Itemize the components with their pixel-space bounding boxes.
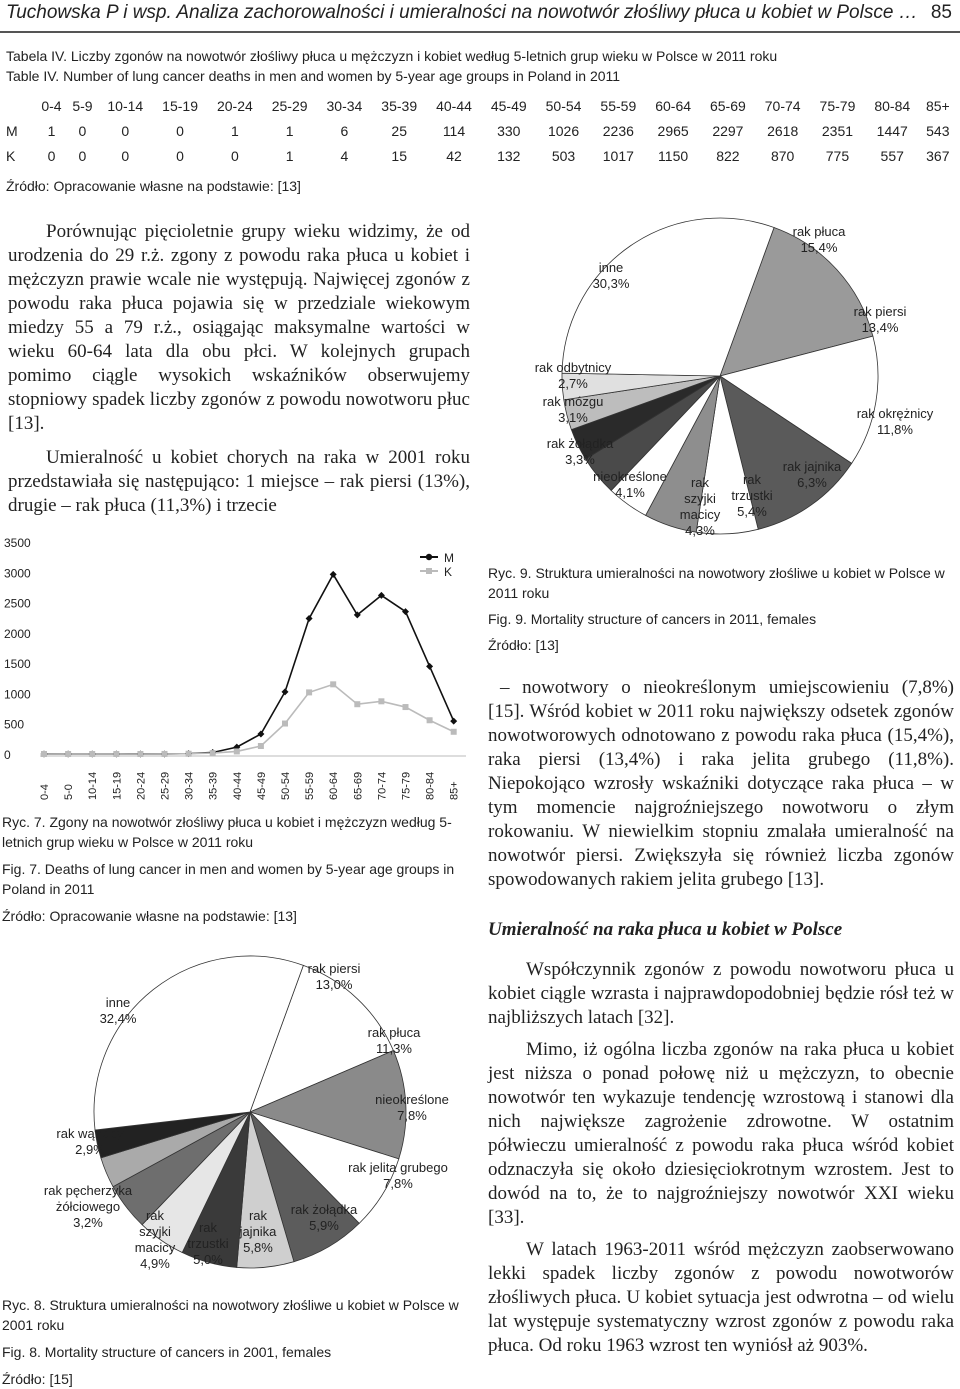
table-header-cell: 85+ bbox=[925, 97, 950, 114]
x-tick-label: 80-84 bbox=[424, 771, 437, 800]
data-point-m bbox=[450, 718, 457, 725]
x-tick-label: 5-0 bbox=[63, 784, 76, 800]
pie-label: 7,8% bbox=[397, 1108, 427, 1123]
left-paragraph-2: Umieralność u kobiet chorych na raka w 2001 roku przedstawiała się następująco: 1 miejsce – rak piersi (13%), drugie – rak płuca (11,3%) i trzecie bbox=[8, 447, 470, 516]
table-cell: 2351 bbox=[821, 122, 854, 139]
table-header-cell: 65-69 bbox=[709, 97, 746, 114]
data-point-k bbox=[451, 729, 457, 735]
pie-label: rak okrężnicy bbox=[856, 406, 934, 421]
x-tick-label: 55-59 bbox=[304, 771, 317, 800]
data-point-k bbox=[427, 717, 433, 723]
table-header-cell: 25-29 bbox=[271, 97, 308, 114]
table-cell: 1026 bbox=[547, 122, 580, 139]
section-title: Umieralność na raka płuca u kobiet w Polsce bbox=[488, 919, 843, 940]
pie-label: 7,8% bbox=[383, 1176, 413, 1191]
table-cell: 1447 bbox=[876, 122, 908, 139]
page-number: 85 bbox=[930, 2, 952, 23]
pie-label: rak pęcherzyka bbox=[43, 1183, 133, 1198]
series-line-k bbox=[44, 684, 454, 754]
deaths-table bbox=[6, 93, 956, 168]
pie-label: jajnika bbox=[239, 1224, 277, 1239]
pie-label: nieokreślone bbox=[375, 1092, 449, 1107]
table-cell: 4 bbox=[340, 147, 349, 164]
pie-label: rak jajnika bbox=[782, 459, 842, 474]
fig7-source: Źródło: Opracowanie własne na podstawie: [13] bbox=[2, 908, 297, 924]
x-tick-label: 10-14 bbox=[87, 771, 100, 800]
pie-label: rak bbox=[198, 1220, 218, 1235]
data-point-k bbox=[162, 751, 168, 757]
table-cell: 1017 bbox=[602, 147, 634, 164]
y-tick-label: 2500 bbox=[4, 596, 31, 611]
table-cell: 0 bbox=[47, 147, 56, 164]
right-paragraph-4: W latach 1963-2011 wśród mężczyzn zaobserwowano lekki spadek liczby zgonów z powodu nowotworów złośliwych płuca. U kobiet sytuacja jest odwrotna – od wielu lat występuje systematyczny wzrost zgonów z powodu raka płuca. Od roku 1963 wzrost ten wyniósł aż 903%. bbox=[488, 1239, 954, 1356]
y-tick-label: 500 bbox=[4, 717, 25, 732]
table-row bbox=[6, 118, 956, 143]
header-rule bbox=[0, 31, 960, 33]
pie-label: 3,3% bbox=[565, 452, 595, 467]
table-cell: 367 bbox=[926, 147, 950, 164]
pie-label: 4,9% bbox=[140, 1256, 170, 1271]
pie-label: rak jelita grubego bbox=[348, 1160, 448, 1175]
pie-label: inne bbox=[105, 995, 131, 1010]
pie-label: rak mózgu bbox=[542, 394, 604, 409]
x-tick-label: 75-79 bbox=[400, 771, 413, 800]
pie-label: 30,3% bbox=[592, 276, 630, 291]
data-point-k bbox=[258, 743, 264, 749]
data-point-k bbox=[65, 751, 71, 757]
line-chart bbox=[0, 528, 480, 810]
fig8-source: Źródło: [15] bbox=[2, 1371, 73, 1387]
table-header-cell: 80-84 bbox=[874, 97, 911, 114]
x-tick-label: 45-49 bbox=[255, 771, 268, 800]
x-tick-label: 50-54 bbox=[280, 771, 292, 800]
pie-label: macicy bbox=[134, 1240, 176, 1255]
x-tick-label: 60-64 bbox=[328, 771, 341, 800]
pie-label: macicy bbox=[679, 507, 721, 522]
table-cell: 0 bbox=[78, 122, 87, 139]
y-tick-label: 3000 bbox=[4, 566, 31, 581]
y-tick-label: 1500 bbox=[4, 657, 31, 672]
table-header-cell: 10-14 bbox=[107, 97, 144, 114]
fig8-caption-en: Fig. 8. Mortality structure of cancers in 2001, females bbox=[2, 1344, 332, 1360]
pie-label: 4,3% bbox=[685, 523, 715, 538]
table-header-cell: 60-64 bbox=[655, 97, 692, 114]
pie-label: rak bbox=[145, 1208, 165, 1223]
data-point-k bbox=[330, 681, 336, 687]
data-point-k bbox=[186, 751, 192, 757]
pie-chart-2001 bbox=[0, 940, 480, 1290]
table-cell: 0 bbox=[230, 147, 239, 164]
legend-marker-k bbox=[426, 568, 432, 574]
right-paragraph-3: Mimo, iż ogólna liczba zgonów na raka płuca u kobiet jest niższa o ponad połowę niż u mężczyzn, to obecnie nowotwór ten wykazuje tendencję wzrostową i stanowi dla nich największe zagrożenie zdrowotne. W ostatnim półwieczu umieralność z powodu raka płuca wśród kobiet odznaczyła się około dziesięciokrotnym wzrostem. Jest to dowód na to, że to najgroźniejszy nowotwór XXI wieku [33]. bbox=[488, 1039, 954, 1228]
y-tick-label: 1000 bbox=[4, 687, 31, 702]
table-cell: 6 bbox=[340, 122, 349, 139]
data-point-k bbox=[403, 704, 409, 710]
table-cell: 0 bbox=[176, 147, 184, 164]
legend-marker-m bbox=[426, 554, 432, 560]
right-body-text bbox=[488, 676, 954, 1358]
legend-label-k: K bbox=[444, 565, 453, 579]
pie-label: żółciowego bbox=[55, 1199, 121, 1214]
fig9-caption-en: Fig. 9. Mortality structure of cancers in 2011, females bbox=[488, 611, 817, 627]
fig9-caption-pl: Ryc. 9. Struktura umieralności na nowotwory złośliwe u kobiet w Polsce w 2011 roku bbox=[488, 565, 945, 601]
data-point-k bbox=[41, 751, 47, 757]
pie-label: rak piersi bbox=[853, 304, 907, 319]
table-cell: 2236 bbox=[602, 122, 634, 139]
running-title: Tuchowska P i wsp. Analiza zachorowalności i umieralności na nowotwór złośliwy płuca u kobiet w Polsce … bbox=[6, 2, 918, 23]
table-header-cell: 35-39 bbox=[381, 97, 418, 114]
pie-label: rak żołądka bbox=[546, 436, 614, 451]
table-cell: 330 bbox=[497, 122, 521, 139]
table-source: Źródło: Opracowanie własne na podstawie: [13] bbox=[6, 178, 301, 194]
pie-label: rak odbytnicy bbox=[534, 360, 612, 375]
table-cell: 132 bbox=[497, 147, 521, 164]
fig9-source: Źródło: [13] bbox=[488, 637, 559, 653]
pie-label: 5,9% bbox=[309, 1218, 339, 1233]
pie-label: 13,0% bbox=[315, 977, 353, 992]
pie-chart-2011 bbox=[480, 215, 960, 555]
fig8-caption bbox=[2, 1295, 472, 1389]
data-point-m bbox=[257, 731, 264, 738]
chart-legend bbox=[420, 551, 454, 579]
table-cell: 42 bbox=[446, 147, 462, 164]
pie-label: 3,1% bbox=[558, 410, 588, 425]
legend-label-m: M bbox=[444, 551, 454, 565]
fig8-caption-pl: Ryc. 8. Struktura umieralności na nowotwory złośliwe u kobiet w Polsce w 2001 roku bbox=[2, 1297, 459, 1333]
data-point-k bbox=[89, 751, 95, 757]
table-header-cell: 15-19 bbox=[162, 97, 198, 114]
pie-label: rak piersi bbox=[307, 961, 361, 976]
table-cell: 2965 bbox=[657, 122, 689, 139]
right-paragraph-2: Współczynnik zgonów z powodu nowotworu płuca u kobiet ciągle wzrasta i najprawdopodobniej będzie rósł też w najbliższych latach [32]. bbox=[488, 959, 954, 1028]
table-cell: 775 bbox=[825, 147, 850, 164]
pie-label: 3,2% bbox=[73, 1215, 103, 1230]
row-label: M bbox=[6, 122, 18, 139]
series-line-m bbox=[44, 574, 454, 754]
data-point-k bbox=[234, 748, 240, 754]
fig9-caption bbox=[488, 563, 954, 655]
table-cell: 1 bbox=[47, 122, 56, 139]
data-point-k bbox=[306, 689, 312, 695]
data-point-k bbox=[137, 751, 143, 757]
table-cell: 1150 bbox=[658, 147, 689, 164]
data-point-m bbox=[306, 615, 313, 622]
pie-label: 11,8% bbox=[877, 422, 913, 437]
pie-label: 5,4% bbox=[737, 504, 767, 519]
x-tick-label: 70-74 bbox=[376, 771, 389, 800]
table-cell: 1 bbox=[285, 122, 294, 139]
x-tick-label: 30-34 bbox=[183, 771, 196, 800]
table-cell: 15 bbox=[391, 147, 407, 164]
table-cell: 822 bbox=[716, 147, 740, 164]
table-header-cell: 40-44 bbox=[436, 97, 472, 114]
row-label: K bbox=[6, 147, 16, 164]
table-header-row bbox=[6, 93, 956, 118]
pie-label: trzustki bbox=[731, 488, 773, 503]
pie-label: szyjki bbox=[139, 1224, 171, 1239]
running-header bbox=[6, 2, 956, 24]
x-tick-label: 40-44 bbox=[231, 771, 244, 800]
data-point-m bbox=[426, 663, 433, 670]
pie-label: 13,4% bbox=[861, 320, 899, 335]
table-cell: 114 bbox=[442, 122, 466, 139]
table-caption-en: Table IV. Number of lung cancer deaths in men and women by 5-year age groups in Poland in 2011 bbox=[6, 68, 621, 84]
pie-label: rak żołądka bbox=[290, 1202, 358, 1217]
fig7-caption bbox=[2, 812, 472, 926]
pie-label: rak płuca bbox=[792, 224, 846, 239]
x-tick-label: 85+ bbox=[448, 781, 461, 800]
right-paragraph-1: – nowotwory o nieokreślonym umiejscowieniu (7,8%) [15]. Wśród kobiet w 2011 roku największy odsetek zgonów nowotworowych odnotowano z powodu raka płuca (15,4%), raka piersi (13,4%) i raka jelita grubego (11,8%). Niepokojąco wzrosły wskaźniki dotyczące raka płuca – w tym momencie najgroźniejszego nowotworu o złym rokowaniu. W niewielkim stopniu zmalała umieralność na nowotwór piersi. Zwiększyła się również liczba zgonów spowodowanych rakiem jelita grubego [13]. bbox=[488, 677, 954, 890]
data-point-k bbox=[354, 701, 360, 707]
pie-label: 5,0% bbox=[193, 1252, 223, 1267]
data-point-m bbox=[282, 688, 289, 695]
table-cell: 0 bbox=[121, 147, 130, 164]
x-tick-label: 35-39 bbox=[207, 771, 220, 800]
fig7-caption-en: Fig. 7. Deaths of lung cancer in men and women by 5-year age groups in Poland in 2011 bbox=[2, 861, 455, 897]
pie-label: rak bbox=[690, 475, 710, 490]
pie-label: 2,7% bbox=[558, 376, 588, 391]
table-cell: 0 bbox=[121, 122, 130, 139]
table-cell: 1 bbox=[285, 147, 294, 164]
pie-label: rak płuca bbox=[367, 1025, 421, 1040]
table-header-cell: 75-79 bbox=[819, 97, 856, 114]
x-tick-label: 20-24 bbox=[135, 771, 148, 800]
data-point-m bbox=[330, 571, 337, 578]
table-cell: 25 bbox=[391, 122, 407, 139]
pie-label: rak bbox=[248, 1208, 268, 1223]
table-header-cell: 45-49 bbox=[490, 97, 527, 114]
table-cell: 543 bbox=[926, 122, 950, 139]
table-cell: 503 bbox=[551, 147, 576, 164]
pie-label: 5,8% bbox=[243, 1240, 273, 1255]
table-caption-pl: Tabela IV. Liczby zgonów na nowotwór złośliwy płuca u mężczyzn i kobiet według 5-letnich grup wieku w Polsce w 2011 roku bbox=[6, 48, 778, 64]
table-header-cell: 55-59 bbox=[600, 97, 637, 114]
pie-label: nieokreślone bbox=[593, 469, 667, 484]
pie-label: inne bbox=[598, 260, 624, 275]
table-header-cell: 20-24 bbox=[216, 97, 253, 114]
pie-label: 15,4% bbox=[800, 240, 838, 255]
pie-label: szyjki bbox=[684, 491, 716, 506]
left-paragraph-1: Porównując pięcioletnie grupy wieku widzimy, że od urodzenia do 29 r.ż. zgony z powodu raka płuca u kobiet i mężczyzn prawie wcale nie występują. Najwięcej zgonów z powodu raka płuca pojawia się w przedziale wiekowym miedzy 55 a 79 r.ż., osiągając maksymalne wartości w wieku 60-64 lata dla obu płci. W kolejnych grupach pomimo ciągle wysokich wskaźników obserwujemy stopniowy spadek liczby zgonów z powodu nowotworu płuc [13]. bbox=[8, 221, 470, 434]
data-point-k bbox=[282, 721, 288, 727]
table-header-cell: 70-74 bbox=[764, 97, 801, 114]
table-cell: 557 bbox=[880, 147, 904, 164]
table-header-cell: 50-54 bbox=[545, 97, 582, 114]
table-cell: 2618 bbox=[767, 122, 799, 139]
pie-label: 6,3% bbox=[797, 475, 827, 490]
pie-label: rak wątroby bbox=[56, 1126, 124, 1141]
pie-label: 11,3% bbox=[376, 1041, 412, 1056]
x-tick-label: 0-4 bbox=[39, 784, 51, 800]
table-cell: 0 bbox=[176, 122, 184, 139]
table-row bbox=[6, 143, 956, 168]
table-header-cell: 0-4 bbox=[41, 97, 62, 114]
pie-label: 2,9% bbox=[75, 1142, 105, 1157]
pie-label: trzustki bbox=[187, 1236, 229, 1251]
data-point-k bbox=[210, 750, 216, 756]
data-point-k bbox=[378, 698, 384, 704]
table-header-cell: 30-34 bbox=[326, 97, 363, 114]
pie-label: rak bbox=[742, 472, 762, 487]
x-tick-label: 15-19 bbox=[111, 771, 124, 800]
table-cell: 870 bbox=[770, 147, 795, 164]
y-tick-label: 3500 bbox=[4, 536, 31, 550]
y-tick-label: 2000 bbox=[4, 626, 31, 641]
y-tick-label: 0 bbox=[4, 748, 11, 762]
x-tick-label: 65-69 bbox=[352, 771, 365, 800]
x-tick-label: 25-29 bbox=[159, 771, 172, 800]
pie-label: 32,4% bbox=[99, 1011, 137, 1026]
table-cell: 0 bbox=[78, 147, 87, 164]
table-cell: 1 bbox=[230, 122, 239, 139]
data-point-k bbox=[113, 751, 119, 757]
left-body-text bbox=[8, 220, 470, 518]
table-cell: 2297 bbox=[712, 122, 744, 139]
pie-label: 4,1% bbox=[615, 485, 645, 500]
fig7-caption-pl: Ryc. 7. Zgony na nowotwór złośliwy płuca u kobiet i mężczyzn według 5-letnich grup wieku w Polsce w 2011 roku bbox=[2, 814, 452, 850]
table-header-cell: 5-9 bbox=[72, 97, 93, 114]
